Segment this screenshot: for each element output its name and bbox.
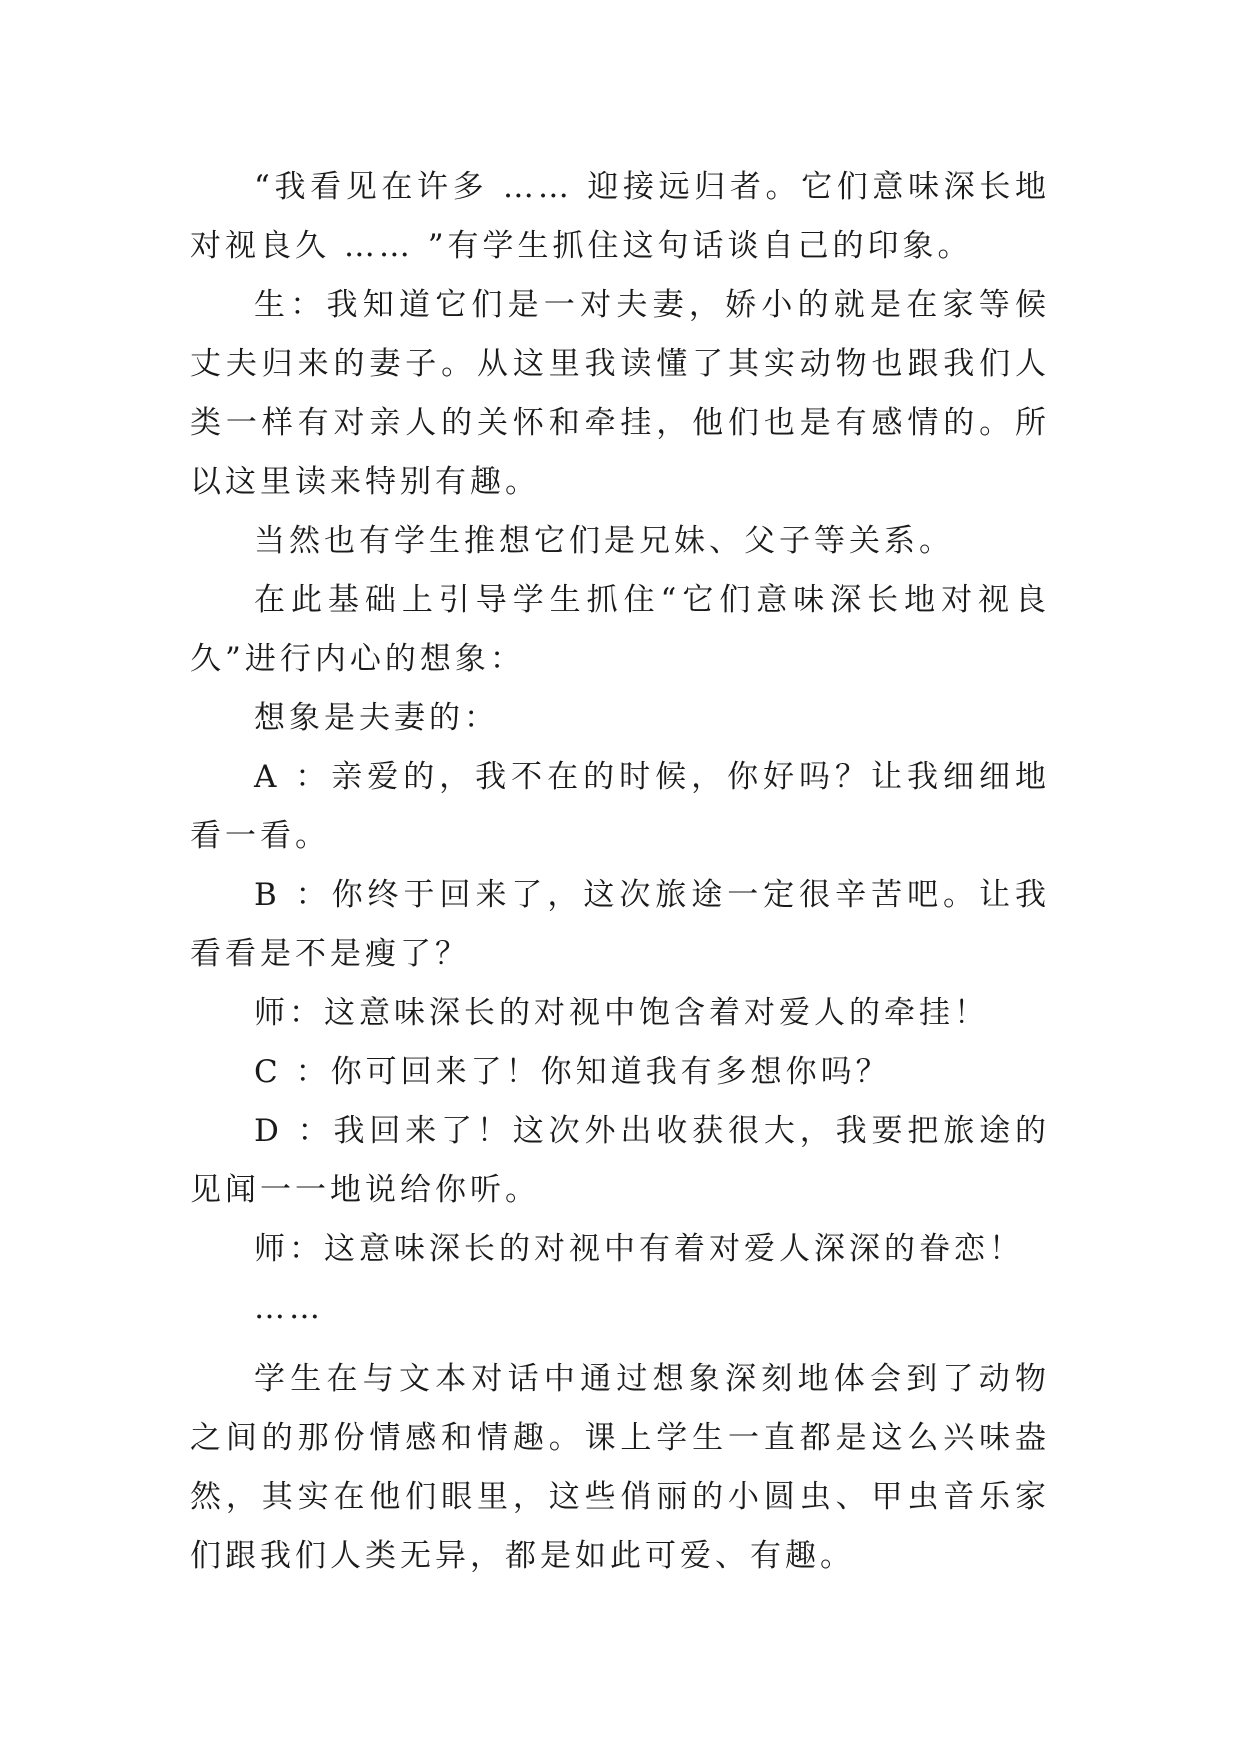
paragraph-line-d: D ：我回来了！这次外出收获很大，我要把旅途的见闻一一地说给你听。 [190,1113,1050,1208]
paragraph-teacher-2: 师：这意味深长的对视中有着对爱人深深的眷恋！ [254,1231,1024,1267]
paragraph-other-guesses: 当然也有学生推想它们是兄妹、父子等关系。 [254,523,954,559]
paragraph-guidance: 在此基础上引导学生抓住“它们意味深长地对视良久”进行内心的想象： [190,582,1050,677]
paragraph-line-b: B ：你终于回来了，这次旅途一定很辛苦吧。让我看看是不是瘦了？ [190,877,1050,972]
paragraph-line-a: A ：亲爱的，我不在的时候，你好吗？让我细细地看一看。 [190,759,1050,854]
paragraph-conclusion: 学生在与文本对话中通过想象深刻地体会到了动物之间的那份情感和情趣。课上学生一直都是这么兴味盎然，其实在他们眼里，这些俏丽的小圆虫、甲虫音乐家们跟我们人类无异，都是如此可爱、有趣。 [190,1361,1050,1574]
paragraph-quote: “我看见在许多 …… 迎接远归者。它们意味深长地对视良久 …… ”有学生抓住这句话谈自己的印象。 [190,169,1050,264]
paragraph-ellipsis: …… [254,1290,324,1326]
paragraph-teacher-1: 师：这意味深长的对视中饱含着对爱人的牵挂！ [254,995,989,1031]
paragraph-line-c: C ：你可回来了！你知道我有多想你吗？ [254,1054,891,1090]
paragraph-student-answer: 生：我知道它们是一对夫妻，娇小的就是在家等候丈夫归来的妻子。从这里我读懂了其实动物也跟我们人类一样有对亲人的关怀和牵挂，他们也是有感情的。所以这里读来特别有趣。 [190,287,1050,500]
body-text [190,158,1050,1586]
paragraph-imagine-couple: 想象是夫妻的： [254,700,499,736]
